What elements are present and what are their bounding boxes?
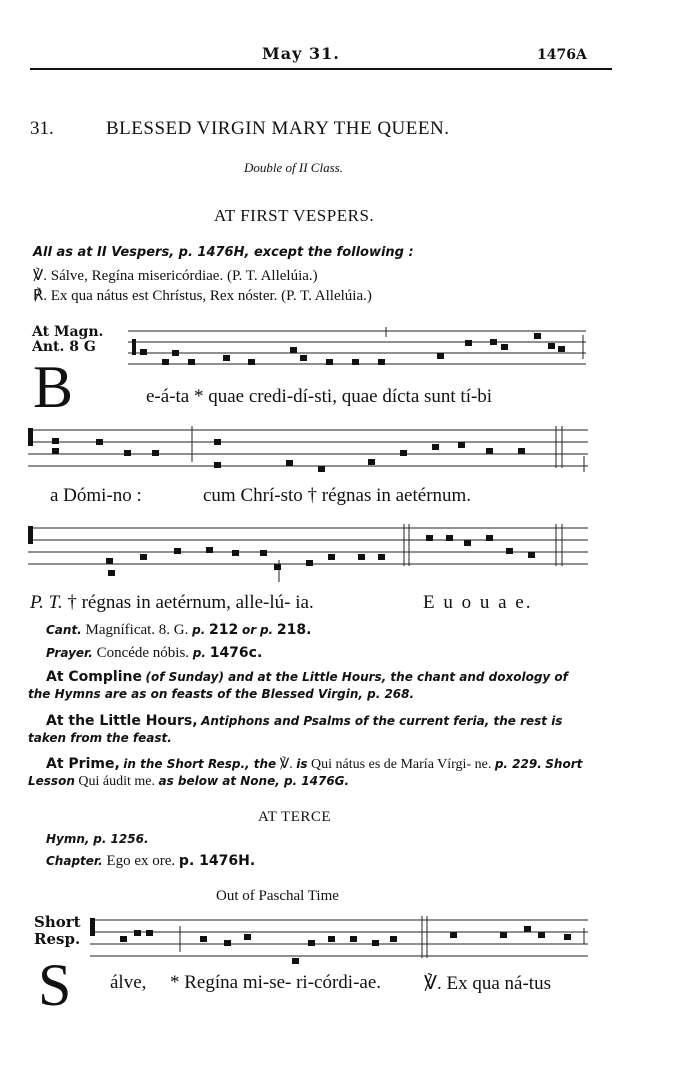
prime-part-4: ne. <box>474 757 492 772</box>
chapter-ref: p. 1476H. <box>178 853 256 869</box>
short-resp-versicle-symbol: ℣. <box>424 973 442 994</box>
hymn-line <box>46 831 149 848</box>
prayer-text: Concéde nóbis. <box>96 645 190 661</box>
hymn-ref: p. 1256. <box>93 832 149 846</box>
chant-staff-3 <box>28 520 590 586</box>
compline-rest: (of Sunday) and at the Little Hours, the chant and doxology of the Hymns are as on feasts of the Blessed Virgin, p. 268. <box>28 670 568 701</box>
versicle-symbol: ℣. <box>33 268 48 284</box>
prime-part-6: Short Lesson <box>28 757 583 788</box>
lyric-2b: cum Chrí-sto <box>203 485 303 506</box>
euouae: E u o u a e. <box>423 592 533 613</box>
lyric-3-text: régnas in aetérnum, alle-lú- ia. <box>81 592 314 613</box>
chapter-label: Chapter. <box>46 854 103 868</box>
antiphon-lyric-2 <box>50 485 142 507</box>
antiphon-label-line1: At Magn. <box>32 324 104 340</box>
chapter-line <box>46 853 255 870</box>
little-hours-lead: At the Little Hours, <box>46 713 198 729</box>
prayer-label: Prayer. <box>46 646 93 660</box>
first-vespers-heading: AT FIRST VESPERS. <box>214 206 375 225</box>
antiphon-lyric-3 <box>30 592 314 614</box>
antiphon-lyric-1: e-á-ta * quae credi-dí-sti, quae dícta sunt tí-bi <box>146 386 493 407</box>
running-title: May 31. <box>262 44 340 63</box>
prime-lead: At Prime, <box>46 756 120 772</box>
prime-part-1: in the Short Resp., the <box>123 757 277 771</box>
little-hours-rest: Antiphons and Psalms of the current feria, the rest is taken from the feast. <box>28 714 563 745</box>
antiphon-label-line2: Ant. 8 G <box>32 339 96 355</box>
response <box>33 286 372 305</box>
chant-staff-1 <box>128 325 588 373</box>
canticle-line <box>46 622 311 639</box>
prayer-line <box>46 645 262 662</box>
chapter-text: Ego ex ore. <box>106 853 176 869</box>
lyric-2c: régnas in aetérnum. <box>321 485 472 506</box>
antiphon-initial: B <box>33 354 74 420</box>
chant-staff-2 <box>28 422 590 478</box>
lyric-2a: a Dómi-no : <box>50 485 142 506</box>
short-resp-subtitle: Out of Paschal Time <box>216 888 339 904</box>
page-number: 1476A <box>537 47 587 63</box>
prime-part-5: p. 229. <box>494 757 542 771</box>
prayer-ref: 1476c. <box>209 645 263 661</box>
short-resp-lyric-c <box>424 972 551 995</box>
prayer-page-label: p. <box>192 646 206 660</box>
prime-versicle-symbol: ℣. <box>279 757 293 772</box>
antiphon-label <box>32 325 103 355</box>
header-rule <box>30 68 612 70</box>
vespers-rubric: All as at II Vespers, p. 1476H, except the following : <box>33 245 414 260</box>
feast-title: BLESSED VIRGIN MARY THE QUEEN. <box>106 118 450 139</box>
little-hours-paragraph <box>28 713 588 747</box>
short-resp-label <box>34 914 81 948</box>
flex-cross: † <box>307 485 317 506</box>
short-resp-lyric-a: álve, <box>110 972 147 993</box>
short-resp-label-line2: Resp. <box>34 930 81 948</box>
chant-staff-4 <box>90 912 590 970</box>
versicle <box>33 266 318 285</box>
canticle-page-label-1: p. <box>192 623 206 637</box>
compline-paragraph <box>28 669 588 703</box>
prime-part-8: as below at None, p. 1476G. <box>158 774 350 788</box>
canticle-page-label-2: p. <box>259 623 274 637</box>
feast-number: 31. <box>30 118 54 139</box>
compline-lead: At Compline <box>46 669 142 685</box>
short-resp-lyric-b: * Regína mi-se- ri-córdi-ae. <box>170 972 382 993</box>
response-text: Ex qua nátus est Chrístus, Rex nóster. (P. T. Allelúia.) <box>50 288 372 304</box>
paschal-time-abbrev: P. T. <box>30 592 63 613</box>
response-symbol: ℟. <box>33 288 48 304</box>
canticle-ref-2: 218. <box>276 622 312 638</box>
short-resp-lyric-c-text: Ex qua ná-tus <box>446 973 551 994</box>
antiphon-lyric-2b <box>203 485 471 507</box>
terce-heading: AT TERCE <box>258 809 332 825</box>
paschal-cross: † <box>67 592 77 613</box>
canticle-text: Magníficat. 8. G. <box>85 622 189 638</box>
canticle-label: Cant. <box>46 623 82 637</box>
feast-rank: Double of II Class. <box>244 160 343 175</box>
prime-part-7: Qui áudit me. <box>78 774 155 789</box>
prime-paragraph <box>28 756 588 790</box>
versicle-text: Sálve, Regína misericórdiae. (P. T. Allelúia.) <box>50 268 318 284</box>
short-resp-label-line1: Short <box>34 913 81 931</box>
prime-part-3: Qui nátus es de María Vírgi- <box>311 757 472 772</box>
short-resp-initial: S <box>38 952 72 1018</box>
prime-part-2: is <box>296 757 308 771</box>
canticle-ref-1: 212 <box>209 622 239 638</box>
hymn-label: Hymn, <box>46 832 90 846</box>
canticle-or: or <box>242 623 257 637</box>
